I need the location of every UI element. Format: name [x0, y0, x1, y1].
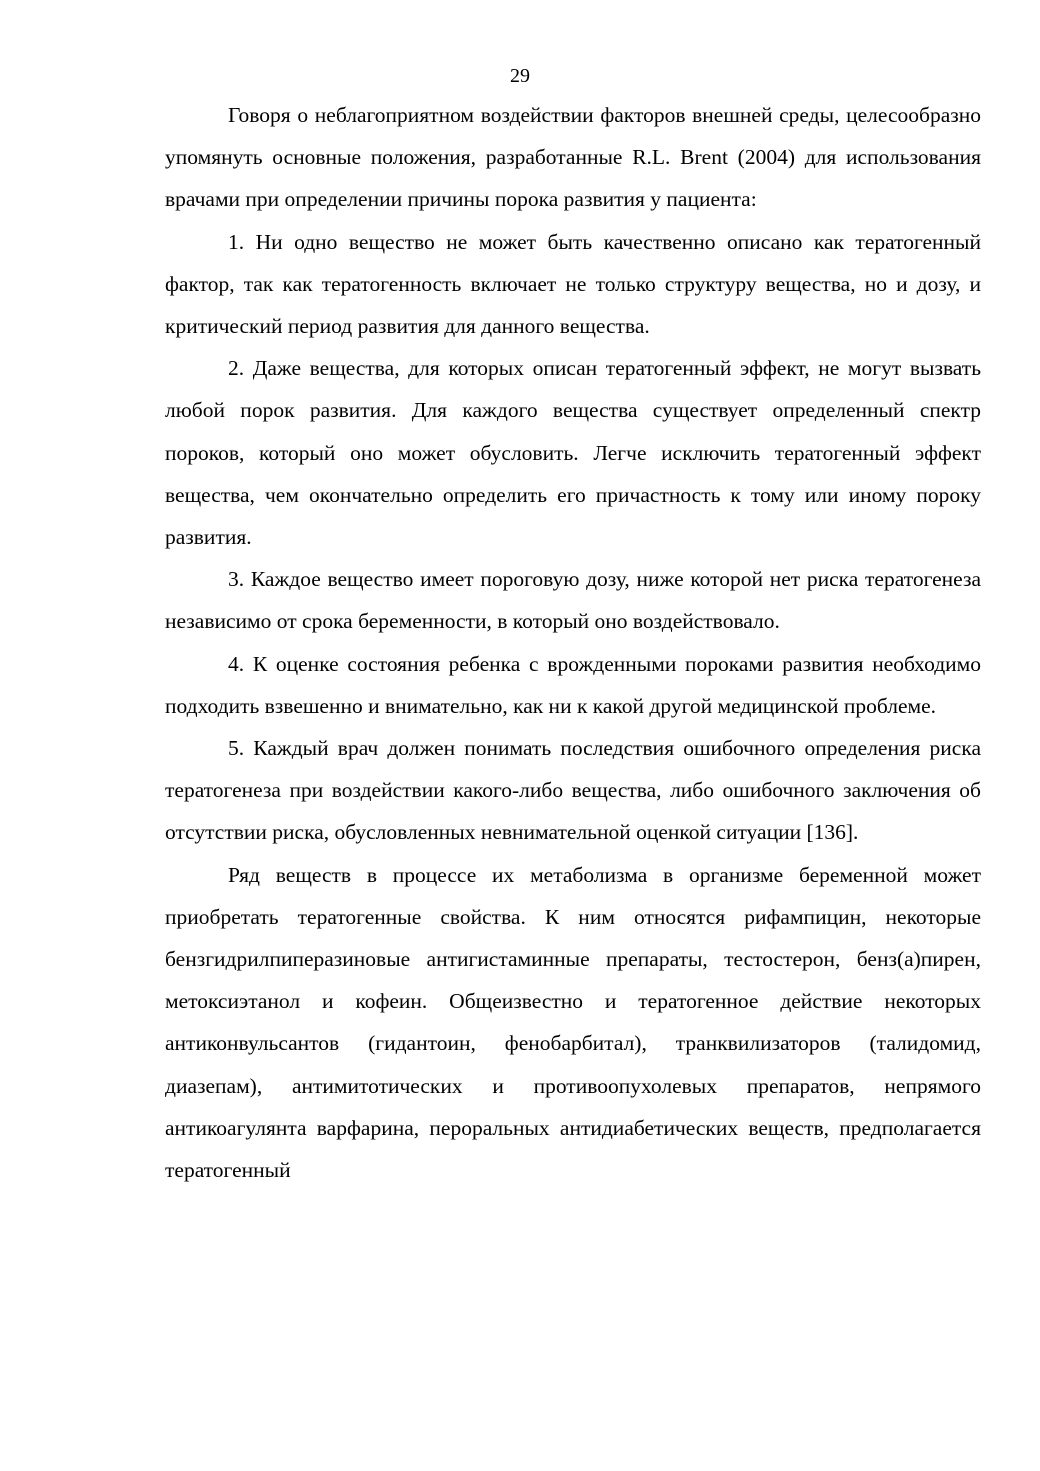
page-number: 29 — [510, 65, 530, 87]
paragraph-item-1: 1. Ни одно вещество не может быть качественно описано как тератогенный фактор, так как тератогенность включает не только структуру вещества, но и дозу, и критический период развития для данного вещества. — [165, 229, 981, 339]
paragraph-metabolism: Ряд веществ в процессе их метаболизма в организме беременной может приобретать тератогенные свойства. К ним относятся рифампицин, некоторые бензгидрилпиперазиновые антигистаминные препараты, тестостерон, бенз(а)пирен, метоксиэтанол и кофеин. Общеизвестно и тератогенное действие некоторых антиконвульсантов (гидантоин, фенобарбитал), транквилизаторов (талидомид, диазепам), антимитотических и противоопухолевых препаратов, непрямого антикоагулянта варфарина, пероральных антидиабетических веществ, предполагается тератогенный — [165, 862, 981, 1183]
document-body — [165, 94, 981, 1191]
paragraph-item-2: 2. Даже вещества, для которых описан тератогенный эффект, не могут вызвать любой порок развития. Для каждого вещества существует определенный спектр пороков, который оно может обусловить. Легче исключить тератогенный эффект вещества, чем окончательно определить его причастность к тому или иному пороку развития. — [165, 356, 981, 550]
paragraph-item-5: 5. Каждый врач должен понимать последствия ошибочного определения риска тератогенеза при воздействии какого-либо вещества, либо ошибочного заключения об отсутствии риска, обусловленных невнимательной оценкой ситуации [136]. — [165, 736, 981, 845]
paragraph-item-4: 4. К оценке состояния ребенка с врожденными пороками развития необходимо подходить взвешенно и внимательно, как ни к какой другой медицинской проблеме. — [165, 651, 981, 718]
paragraph-intro: Говоря о неблагоприятном воздействии факторов внешней среды, целесообразно упомянуть основные положения, разработанные R.L. Brent (2004) для использования врачами при определении причины порока развития у пациента: — [165, 103, 981, 212]
paragraph-item-3: 3. Каждое вещество имеет пороговую дозу, ниже которой нет риска тератогенеза независимо от срока беременности, в который оно воздействовало. — [165, 567, 981, 634]
